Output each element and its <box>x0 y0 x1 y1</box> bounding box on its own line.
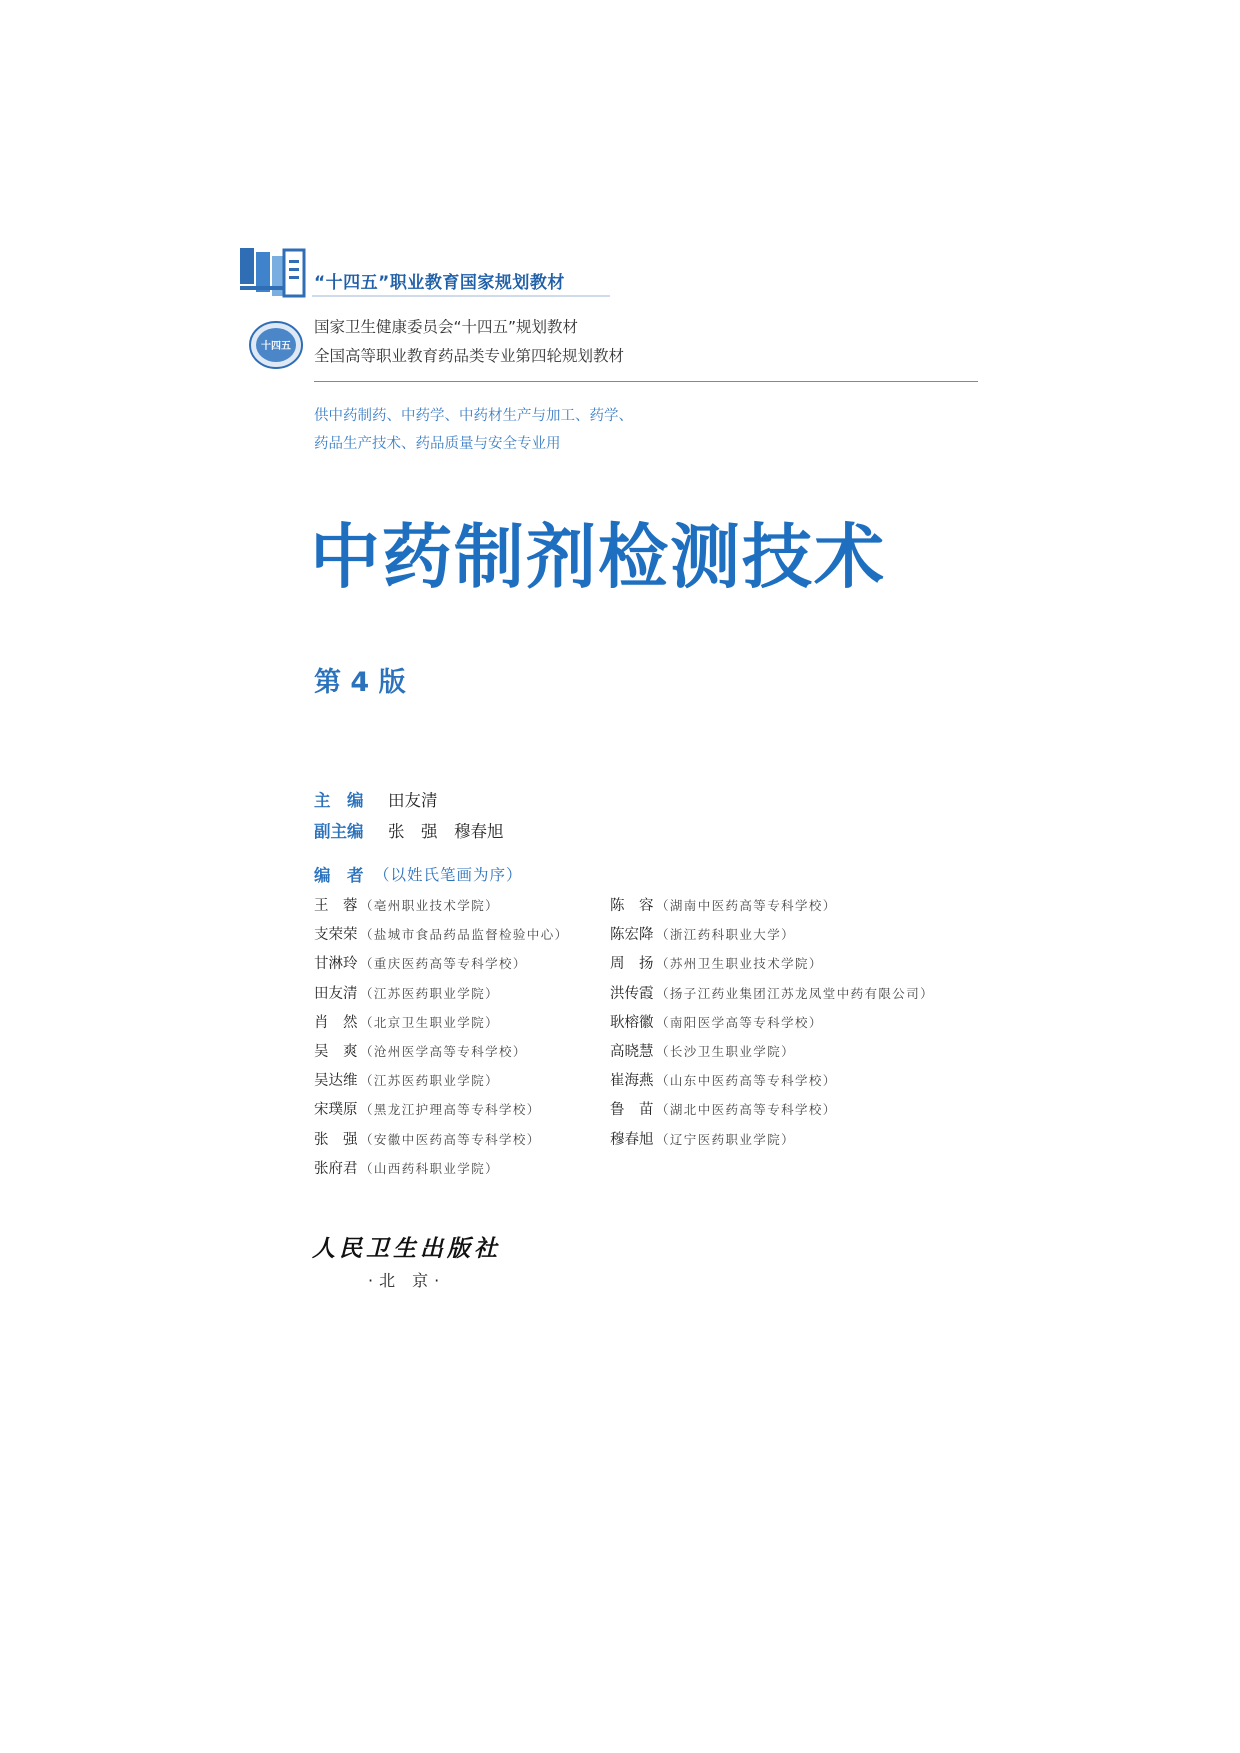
publisher-city: ·北 京· <box>368 1271 446 1290</box>
contributor-institution: （江苏医药职业学院） <box>360 985 500 1001</box>
contributors-right-column <box>610 894 934 1157</box>
contributor-institution: （长沙卫生职业学院） <box>656 1043 796 1059</box>
contributor-row <box>610 952 934 981</box>
usage-line-2: 药品生产技术、药品质量与安全专业用 <box>314 436 561 452</box>
contributor-name: 高晓慧 <box>610 1043 654 1060</box>
contributor-name: 洪传霞 <box>610 985 654 1002</box>
contributor-name: 肖 然 <box>314 1014 358 1031</box>
badge-text: 十四五 <box>261 341 291 352</box>
contributor-name: 耿榕徽 <box>610 1014 654 1031</box>
contributor-institution: （扬子江药业集团江苏龙凤堂中药有限公司） <box>656 985 935 1001</box>
contributor-institution: （亳州职业技术学院） <box>360 898 500 913</box>
chief-editor-name: 田友清 <box>388 791 438 810</box>
contributor-row <box>314 1128 569 1157</box>
contributor-name: 崔海燕 <box>610 1073 654 1090</box>
contributor-institution: （黑龙江护理高等专科学校） <box>360 1102 541 1118</box>
contributor-name: 吴达维 <box>314 1073 358 1090</box>
contributor-row <box>314 1069 569 1098</box>
contributor-name: 甘淋玲 <box>314 956 358 973</box>
contributor-row <box>610 923 934 952</box>
contributor-institution: （浙江药科职业大学） <box>656 927 796 943</box>
contributor-institution: （北京卫生职业学院） <box>360 1014 500 1030</box>
deputy-editor-label: 副主编 <box>314 822 364 841</box>
contributor-row <box>610 1011 934 1040</box>
chief-editor-label: 主 编 <box>314 791 364 810</box>
contributors-left-column <box>314 894 569 1186</box>
contributor-row <box>610 1069 934 1098</box>
approval-line-2: 全国高等职业教育药品类专业第四轮规划教材 <box>314 347 625 365</box>
contributors-label: 编 者 <box>314 866 364 885</box>
series-logo-icon <box>240 246 306 300</box>
contributor-institution: （山东中医药高等专科学校） <box>656 1073 837 1089</box>
contributor-institution: （安徽中医药高等专科学校） <box>360 1131 541 1147</box>
contributor-row <box>314 1011 569 1040</box>
contributor-name: 陈宏降 <box>610 927 654 944</box>
series-badge-icon <box>248 320 304 370</box>
contributor-name: 张府君 <box>314 1160 358 1177</box>
header-rule <box>314 381 978 382</box>
contributors-note: （以姓氏笔画为序） <box>374 866 523 884</box>
contributor-row <box>610 982 934 1011</box>
contributor-row <box>610 1128 934 1157</box>
contributor-name: 田友清 <box>314 985 358 1002</box>
contributor-name: 鲁 苗 <box>610 1102 654 1119</box>
edition: 第 4 版 <box>314 667 406 698</box>
contributor-row <box>610 1040 934 1069</box>
contributor-row <box>610 894 934 923</box>
contributor-row <box>314 1098 569 1127</box>
series-name: “十四五”职业教育国家规划教材 <box>314 273 565 293</box>
contributor-name: 宋璞原 <box>314 1102 358 1119</box>
contributor-name: 穆春旭 <box>610 1131 654 1148</box>
contributor-institution: （辽宁医药职业学院） <box>656 1131 796 1147</box>
contributor-institution: （南阳医学高等专科学校） <box>656 1014 823 1030</box>
series-divider <box>312 295 610 297</box>
contributor-row <box>314 982 569 1011</box>
contributor-name: 支荣荣 <box>314 927 358 944</box>
contributor-name: 吴 爽 <box>314 1043 358 1060</box>
contributor-row <box>314 952 569 981</box>
contributor-institution: （盐城市食品药品监督检验中心） <box>360 927 569 943</box>
contributor-institution: （湖北中医药高等专科学校） <box>656 1102 837 1118</box>
deputy-editor-names: 张 强 穆春旭 <box>388 822 504 841</box>
contributor-name: 张 强 <box>314 1131 358 1148</box>
contributor-row <box>610 1098 934 1127</box>
contributor-institution: （山西药科职业学院） <box>360 1160 500 1176</box>
contributor-row <box>314 1157 569 1186</box>
contributor-institution: （沧州医学高等专科学校） <box>360 1043 527 1059</box>
contributor-row <box>314 894 569 923</box>
contributor-institution: （重庆医药高等专科学校） <box>360 956 527 972</box>
contributor-row <box>314 1040 569 1069</box>
usage-line-1: 供中药制药、中药学、中药材生产与加工、药学、 <box>314 408 633 424</box>
publisher-name: 人民卫生出版社 <box>312 1235 501 1262</box>
contributor-institution: （湖南中医药高等专科学校） <box>656 898 837 913</box>
contributor-name: 王 蓉 <box>314 898 358 914</box>
contributor-name: 陈 容 <box>610 898 654 914</box>
contributor-institution: （苏州卫生职业技术学院） <box>656 956 823 972</box>
contributor-name: 周 扬 <box>610 956 654 973</box>
contributor-row <box>314 923 569 952</box>
contributor-institution: （江苏医药职业学院） <box>360 1073 500 1089</box>
approval-line-1: 国家卫生健康委员会“十四五”规划教材 <box>314 318 579 336</box>
book-title: 中药制剂检测技术 <box>310 516 886 598</box>
